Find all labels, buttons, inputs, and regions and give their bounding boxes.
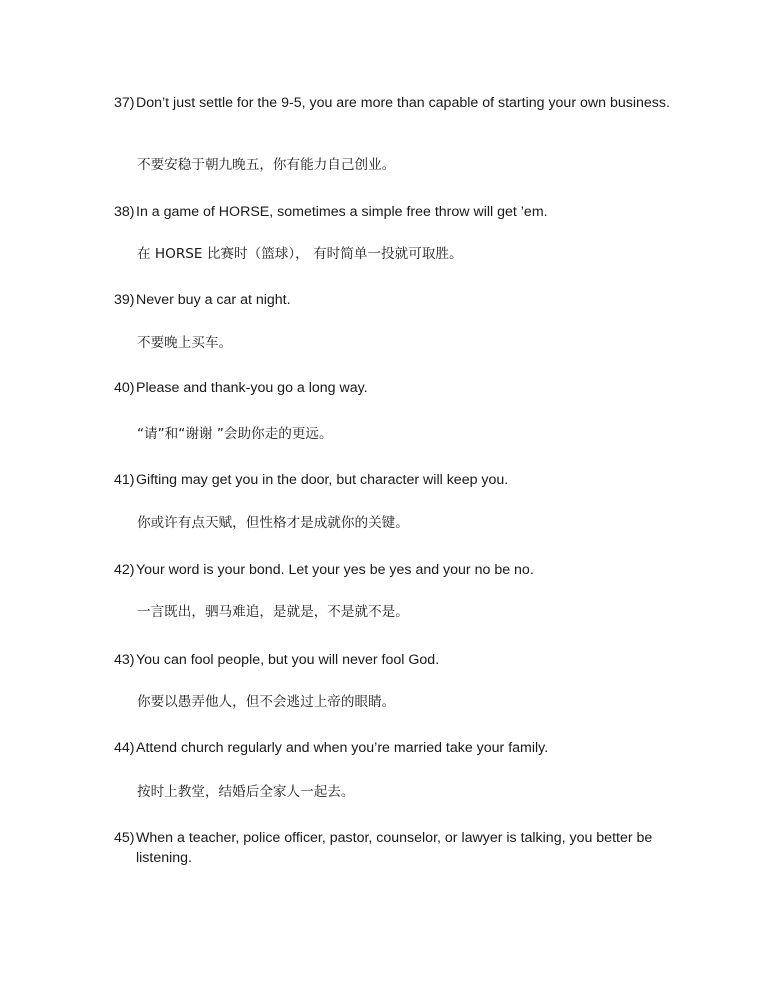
item-english-text: Don’t just settle for the 9-5, you are more than capable of starting your own business.: [136, 95, 670, 111]
item-41: [114, 470, 694, 490]
item-41-chinese: 你或许有点天赋，但性格才是成就你的关键。: [137, 515, 409, 531]
item-english-text: When a teacher, police officer, pastor, counselor, or lawyer is talking, you better be listening.: [136, 830, 653, 866]
item-english-text: Attend church regularly and when you’re married take your family.: [136, 740, 549, 756]
item-45: [114, 828, 694, 868]
item-english-text: You can fool people, but you will never fool God.: [136, 652, 440, 668]
item-40-chinese: “请”和“谢谢 ”会助你走的更远。: [137, 426, 333, 442]
item-number: 42): [114, 562, 135, 578]
item-44-chinese: 按时上教堂，结婚后全家人一起去。: [137, 784, 355, 800]
item-english-text: Never buy a car at night.: [136, 292, 291, 308]
item-37-chinese: 不要安稳于朝九晚五，你有能力自己创业。: [137, 157, 396, 173]
item-number: 39): [114, 292, 135, 308]
item-38: [114, 202, 694, 222]
item-40: [114, 378, 694, 398]
item-english-text: Your word is your bond. Let your yes be yes and your no be no.: [136, 562, 534, 578]
item-number: 37): [114, 95, 135, 111]
item-39-chinese: 不要晚上买车。: [137, 335, 233, 351]
item-number: 45): [114, 830, 135, 846]
item-number: 38): [114, 204, 135, 220]
item-english-text: Gifting may get you in the door, but character will keep you.: [136, 472, 509, 488]
item-43-chinese: 你要以愚弄他人，但不会逃过上帝的眼睛。: [137, 694, 396, 710]
item-44: [114, 738, 694, 758]
item-39: [114, 290, 694, 310]
item-42-chinese: 一言既出，驷马难追，是就是，不是就不是。: [137, 604, 409, 620]
item-english-text: Please and thank-you go a long way.: [136, 380, 368, 396]
item-number: 40): [114, 380, 135, 396]
item-number: 44): [114, 740, 135, 756]
item-number: 43): [114, 652, 135, 668]
item-number: 41): [114, 472, 135, 488]
item-43: [114, 650, 694, 670]
item-38-chinese: 在 HORSE 比赛时（篮球）， 有时简单一投就可取胜。: [137, 246, 463, 262]
item-english-text: In a game of HORSE, sometimes a simple free throw will get ’em.: [136, 204, 548, 220]
item-37: [114, 93, 694, 113]
item-42: [114, 560, 694, 580]
